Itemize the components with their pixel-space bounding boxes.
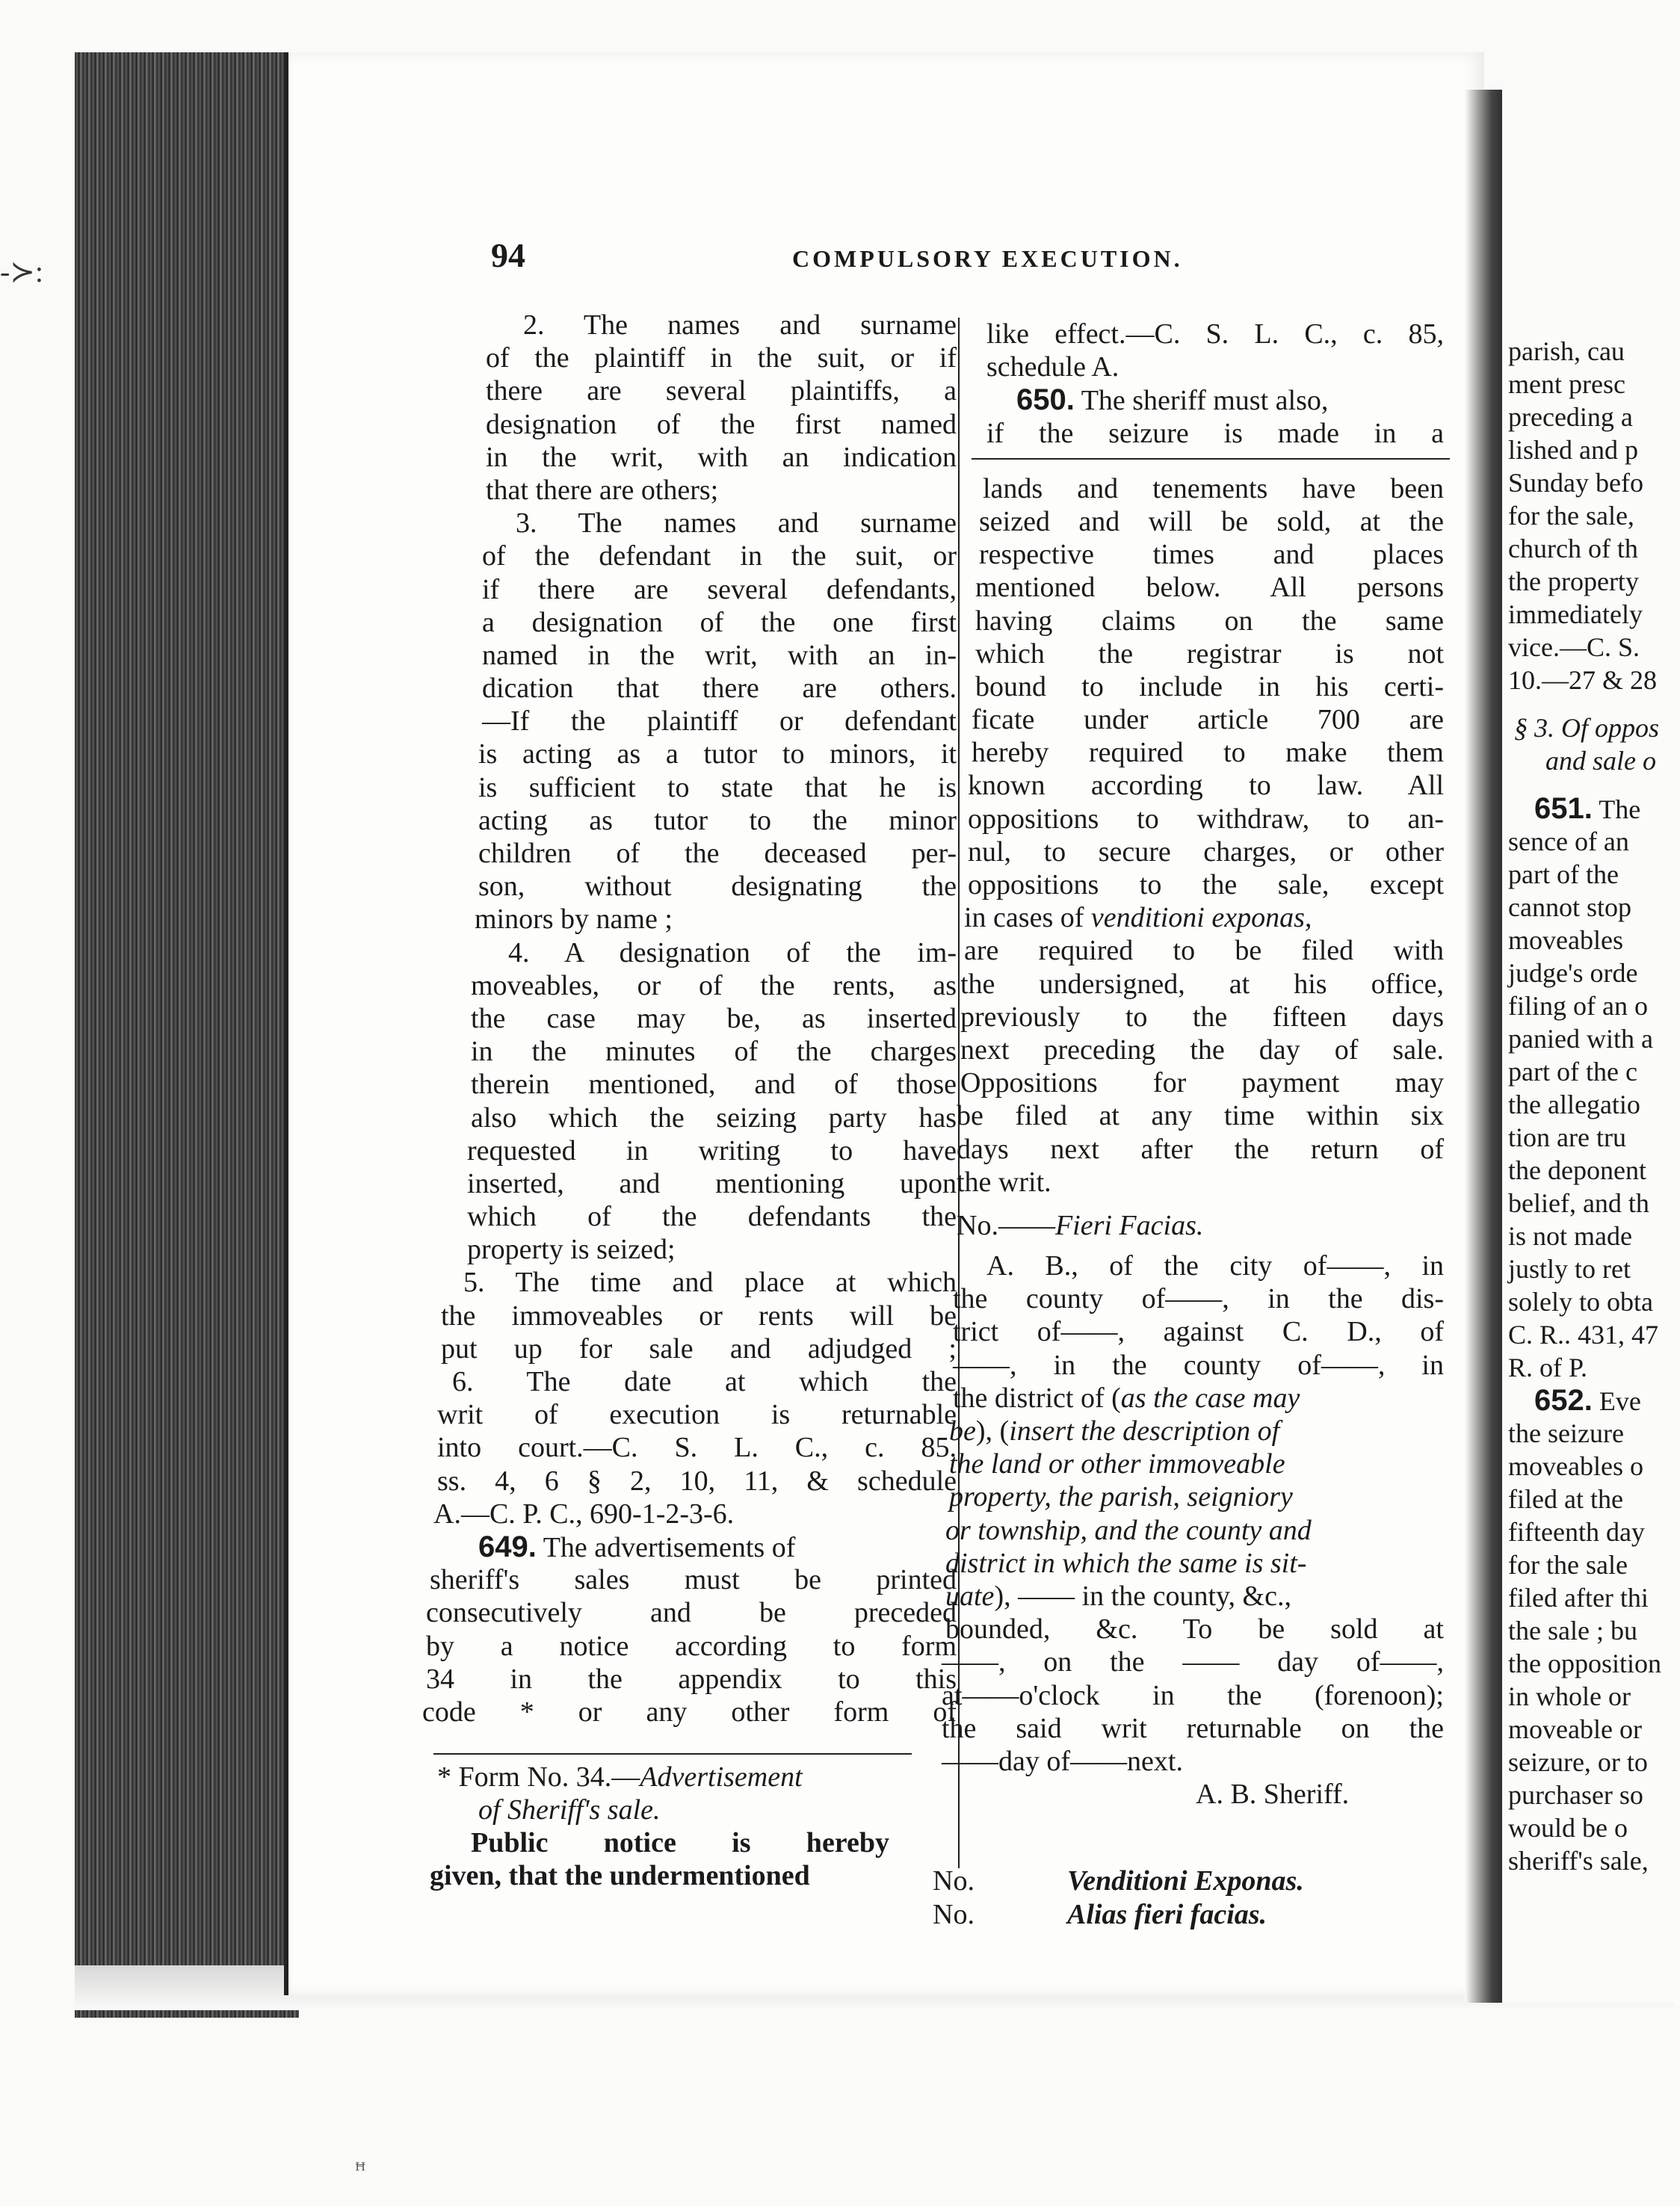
text-line: known according to law. All — [968, 770, 1444, 802]
text-line: purchaser so — [1508, 1780, 1643, 1810]
right-page-column — [1508, 335, 1680, 1877]
text-line: the county of——, in the dis- — [953, 1283, 1444, 1315]
running-head: COMPULSORY EXECUTION. — [792, 245, 1183, 272]
text-line: sheriff's sale, — [1508, 1846, 1649, 1876]
text-line: the said writ returnable on the — [942, 1712, 1444, 1744]
form-heading — [942, 1209, 1444, 1242]
text-line: 5. The time and place at which — [463, 1267, 957, 1299]
text-line: hereby required to make them — [972, 737, 1444, 769]
text-line: R. of P. — [1508, 1353, 1588, 1382]
text-line: respective times and places — [979, 539, 1444, 571]
text-line: The sheriff must also, — [1081, 385, 1329, 417]
text-line: inserted, and mentioning upon — [467, 1167, 957, 1199]
text-line: put up for sale and adjudged ; — [441, 1332, 957, 1365]
text-line: lands and tenements have been — [983, 472, 1444, 504]
italic-phrase: insert the description of — [1009, 1415, 1280, 1447]
text-line: designation of the first named — [486, 408, 957, 440]
text-line: which the registrar is not — [975, 637, 1444, 670]
page-number: 94 — [491, 236, 525, 274]
italic-line: district in which the same is sit- — [945, 1547, 1307, 1579]
text-line: the district of ( — [953, 1382, 1121, 1414]
text-line: parish, cau — [1508, 336, 1625, 366]
text-line-mixed: be), (insert the description of — [949, 1415, 1280, 1447]
text-line: seized and will be sold, at the — [979, 505, 1444, 537]
text-line: preceding a — [1508, 402, 1633, 432]
text-line: schedule A. — [986, 351, 1120, 383]
text-line: therein mentioned, and of those — [471, 1069, 957, 1101]
text-line: Sunday befo — [1508, 468, 1643, 498]
text-line: named in the writ, with an in- — [482, 639, 957, 671]
text-line: of the defendant in the suit, or — [482, 540, 957, 572]
text-line: moveables — [1508, 925, 1623, 955]
text-line: moveables o — [1508, 1451, 1643, 1481]
text-line: 2. The names and surname — [523, 309, 957, 341]
text-line: sheriff's sales must be printed — [430, 1564, 957, 1596]
text-line: there are several plaintiffs, a — [486, 375, 957, 407]
text-line: consecutively and be preceded — [426, 1597, 957, 1629]
text-line: into court.—C. S. L. C., c. 85. — [437, 1432, 957, 1464]
section-number: 649. — [478, 1530, 537, 1563]
text-line: having claims on the same — [975, 605, 1444, 637]
text-line: oppositions to withdraw, to an- — [968, 803, 1444, 835]
left-column — [422, 309, 957, 1728]
text-line: the opposition — [1508, 1649, 1661, 1678]
text-line: the sale ; bu — [1508, 1616, 1637, 1646]
text-line: mentioned below. All persons — [975, 572, 1444, 604]
section-heading: § 3. Of oppos — [1514, 713, 1660, 743]
text-line: would be o — [1508, 1813, 1628, 1843]
text-line-mixed — [942, 901, 1444, 934]
text-line: The advertisements of — [543, 1531, 796, 1563]
text-line: immediately — [1508, 599, 1643, 629]
section-number: 651. — [1534, 792, 1593, 825]
section-649-first-line — [478, 1530, 957, 1563]
text-line: A.—C. P. C., 690-1-2-3-6. — [433, 1498, 735, 1530]
text-line: ——, on the —— day of——, — [942, 1646, 1444, 1678]
text-line: church of th — [1508, 534, 1638, 563]
text-line: C. R.. 431, 47 — [1508, 1320, 1659, 1350]
middle-column — [942, 318, 1444, 1811]
text-line: children of the deceased per- — [478, 838, 957, 869]
form-no-1-title: Venditioni Exponas. — [1067, 1865, 1304, 1897]
text-line: are required to be filed with — [964, 935, 1444, 967]
section-heading: and sale o — [1545, 746, 1656, 776]
spacer — [942, 450, 1444, 472]
text-line-mixed — [942, 1580, 1444, 1613]
text-line: is acting as a tutor to minors, it — [478, 738, 957, 770]
text-line: The — [1599, 794, 1641, 824]
text-line: in cases of — [964, 902, 1084, 934]
text-line: also which the seizing party has — [471, 1102, 957, 1134]
footnote — [430, 1761, 889, 1892]
text-line: 10.—27 & 28 — [1508, 665, 1658, 695]
text-line: Oppositions for payment may — [960, 1067, 1444, 1099]
text-line: dication that there are others. — [482, 673, 957, 705]
text-line: the allegatio — [1508, 1090, 1640, 1119]
text-line: writ of execution is returnable — [437, 1399, 957, 1431]
text-line: ), —— in the county, &c., — [994, 1580, 1291, 1612]
book-page-edges — [75, 52, 299, 2018]
spacer — [1508, 777, 1680, 792]
text-line: minors by name ; — [475, 903, 673, 936]
section-650-first-line — [942, 383, 1444, 416]
italic-term: venditioni exponas, — [1090, 902, 1312, 934]
text-line: bound to include in his certi- — [975, 670, 1444, 702]
section-651-first-line — [1508, 792, 1680, 825]
text-line: property is seized; — [467, 1234, 676, 1266]
italic-line: property, the parish, seigniory — [949, 1481, 1293, 1513]
text-line: 3. The names and surname — [516, 507, 957, 540]
text-line: oppositions to the sale, except — [968, 869, 1444, 900]
text-line: if there are several defendants, — [482, 573, 957, 605]
text-line: trict of——, against C. D., of — [953, 1316, 1444, 1348]
text-line: ——day of——next. — [942, 1745, 1183, 1777]
text-line: son, without designating the — [478, 871, 957, 903]
text-line: days next after the return of — [957, 1133, 1444, 1165]
text-line: 6. The date at which the — [452, 1366, 957, 1397]
text-line: is sufficient to state that he is — [478, 771, 957, 803]
bottom-mark: ꟸ — [355, 2160, 366, 2181]
italic-line: or township, and the county and — [945, 1514, 1312, 1546]
section-number: 650. — [1016, 383, 1075, 417]
text-line: at——o'clock in the (forenoon); — [942, 1679, 1444, 1711]
text-line: for the sale — [1508, 1550, 1628, 1580]
text-line: 34 in the appendix to this — [426, 1663, 957, 1695]
signature: A. B. Sheriff. — [1196, 1779, 1350, 1811]
italic-line: the land or other immoveable — [949, 1448, 1285, 1480]
italic-phrase: uate — [945, 1580, 995, 1612]
text-line: Eve — [1599, 1386, 1641, 1416]
text-line: by a notice according to form — [426, 1630, 957, 1662]
text-line: in whole or — [1508, 1681, 1631, 1711]
footnote-title-cont: of Sheriff's sale. — [478, 1794, 661, 1826]
text-line: nul, to secure charges, or other — [968, 835, 1444, 868]
section-number: 652. — [1534, 1384, 1593, 1417]
text-line: the property — [1508, 566, 1639, 596]
text-line: 4. A designation of the im- — [508, 936, 957, 968]
text-line: filed after thi — [1508, 1583, 1649, 1613]
text-line: fifteenth day — [1508, 1517, 1645, 1547]
text-line: previously to the fifteen days — [960, 1001, 1444, 1033]
text-line: acting as tutor to the minor — [478, 804, 957, 836]
text-line: filed at the — [1508, 1484, 1623, 1514]
text-line: which of the defendants the — [467, 1201, 957, 1233]
italic-phrase: be — [949, 1415, 976, 1447]
text-line: ficate under article 700 are — [972, 704, 1444, 736]
text-line: part of the — [1508, 859, 1619, 889]
footnote-title: Advertisement — [640, 1761, 803, 1793]
text-line: a designation of the one first — [482, 606, 957, 638]
text-line: sence of an — [1508, 827, 1629, 856]
text-line: the writ. — [957, 1166, 1051, 1198]
text-line: be filed at any time within six — [957, 1100, 1444, 1132]
text-line: panied with a — [1508, 1024, 1653, 1054]
footnote-rule — [433, 1753, 912, 1755]
text-line: lished and p — [1508, 435, 1638, 465]
spacer — [1508, 696, 1680, 711]
section-652-first-line — [1508, 1384, 1680, 1417]
text-line: A. B., of the city of——, in — [986, 1250, 1444, 1282]
text-line: the case may be, as inserted — [471, 1002, 957, 1034]
text-line: judge's orde — [1508, 958, 1638, 988]
text-line: of the plaintiff in the suit, or if — [486, 342, 957, 374]
text-line: is not made — [1508, 1221, 1632, 1251]
text-line: the seizure — [1508, 1418, 1624, 1448]
text-line: like effect.—C. S. L. C., c. 85, — [986, 318, 1444, 350]
text-line: that there are others; — [486, 474, 719, 506]
text-line: if the seizure is made in a — [986, 417, 1444, 449]
text-line: filing of an o — [1508, 991, 1648, 1021]
text-line-mixed — [942, 1382, 1444, 1415]
text-line: next preceding the day of sale. — [960, 1034, 1444, 1066]
margin-mark: -≻: — [0, 255, 43, 288]
footnote-first-line — [437, 1761, 889, 1793]
footnote-marker: * Form No. 34.— — [437, 1761, 640, 1793]
footnote-body-line: given, that the undermentioned — [430, 1860, 810, 1891]
text-line: moveable or — [1508, 1714, 1642, 1744]
text-line: vice.—C. S. — [1508, 632, 1640, 662]
text-line: moveables, or of the rents, as — [471, 969, 957, 1001]
text-line: the undersigned, at his office, — [960, 968, 1444, 1000]
text-line: for the sale, — [1508, 501, 1634, 531]
text-line: ment presc — [1508, 369, 1625, 399]
text-line: belief, and th — [1508, 1188, 1649, 1218]
text-line: —If the plaintiff or defendant — [482, 705, 957, 738]
footnote-body-line: Public notice is hereby — [471, 1827, 889, 1859]
text-line: tion are tru — [1508, 1122, 1626, 1152]
text-line: ss. 4, 6 § 2, 10, 11, & schedule — [437, 1465, 957, 1497]
text-line: in the minutes of the charges — [471, 1036, 957, 1068]
text-line: the deponent — [1508, 1155, 1646, 1185]
text-line: solely to obta — [1508, 1287, 1653, 1317]
form-no-2-title: Alias fieri facias. — [1067, 1899, 1267, 1930]
italic-phrase: as the case may — [1120, 1382, 1300, 1414]
text-line: requested in writing to have — [467, 1134, 957, 1167]
text-line: the immoveables or rents will be — [441, 1300, 957, 1332]
text-line: cannot stop — [1508, 892, 1631, 922]
text-line: code * or any other form of — [422, 1696, 957, 1728]
text-line: part of the c — [1508, 1057, 1637, 1087]
form-no-1: No. — [933, 1865, 975, 1897]
text-line: bounded, &c. To be sold at — [945, 1613, 1444, 1646]
text-line: seizure, or to — [1508, 1747, 1648, 1777]
form-title: Fieri Facias. — [1054, 1209, 1204, 1241]
form-no: No.—— — [957, 1209, 1055, 1241]
text-line: in the writ, with an indication — [486, 441, 957, 473]
form-no-2: No. — [933, 1899, 975, 1930]
text-line: justly to ret — [1508, 1254, 1631, 1284]
text-line: ——, in the county of——, in — [953, 1349, 1444, 1381]
